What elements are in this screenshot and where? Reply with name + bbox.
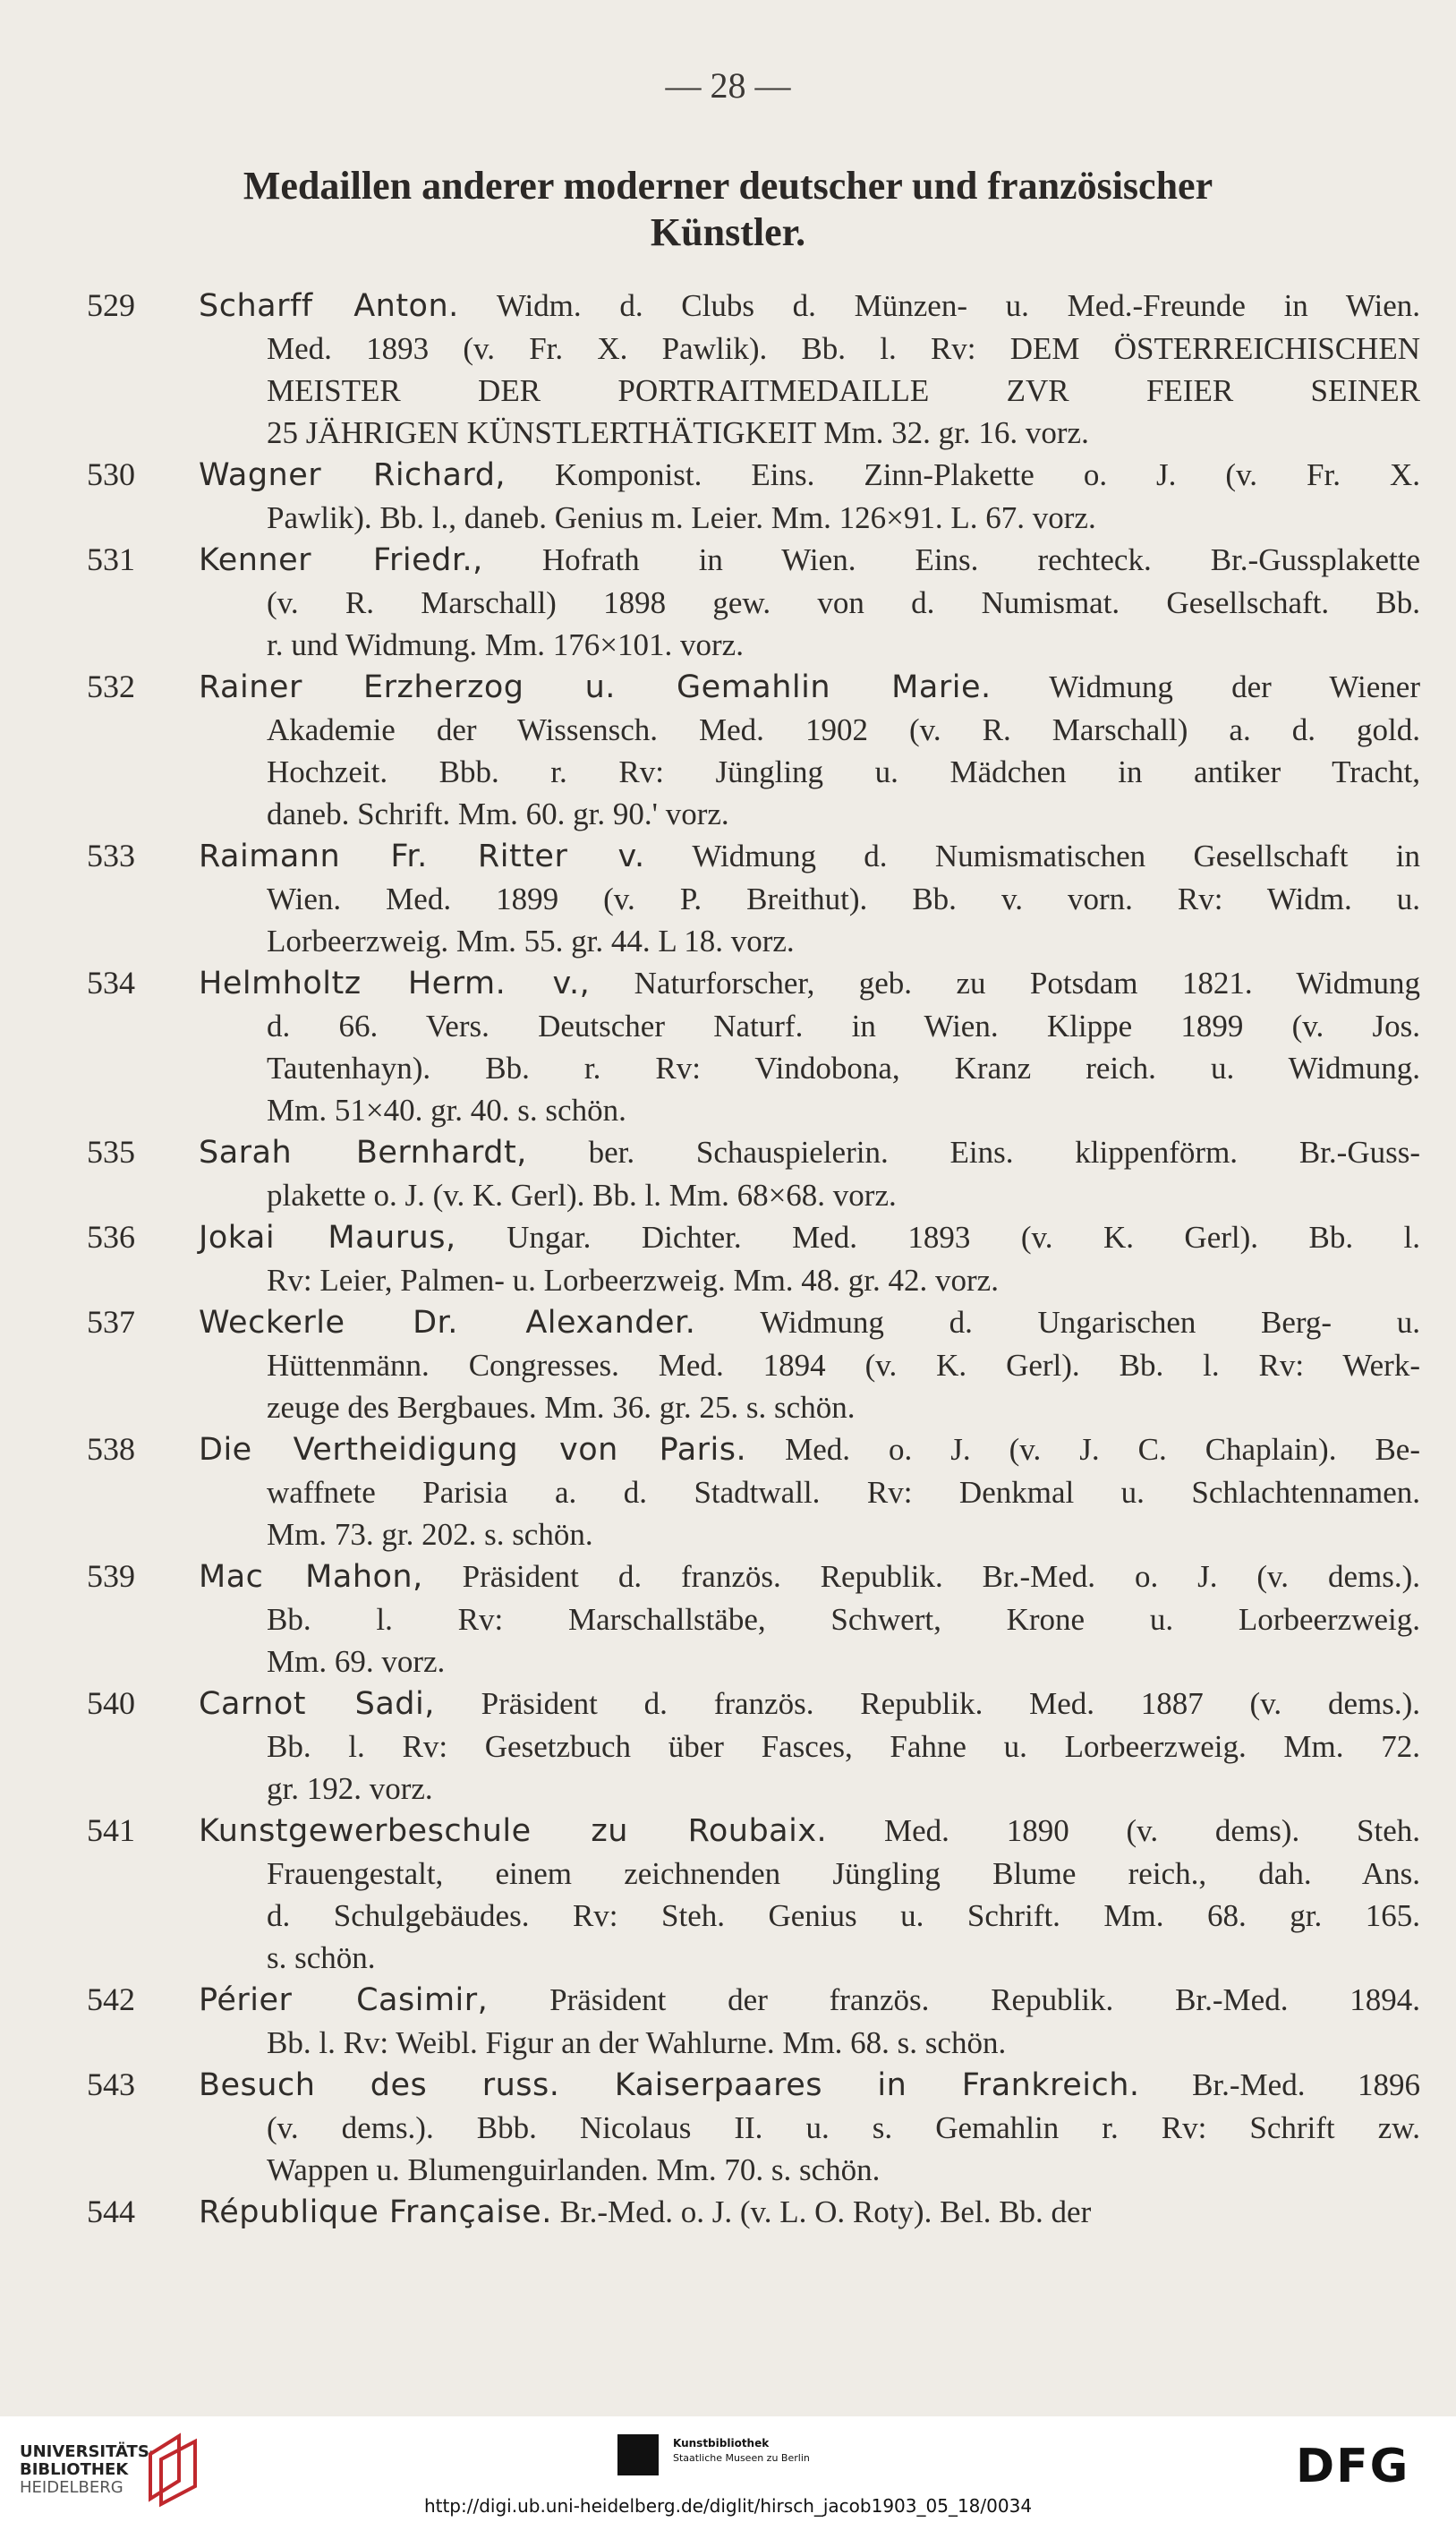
- entry-subject-name: Helmholtz Herm. v.,: [199, 966, 591, 1001]
- entry-description: Bb. l. Rv: Weibl. Figur an der Wahlurne. Mm. 68. s. schön.: [267, 2025, 1007, 2060]
- catalogue-entry: [87, 1683, 1420, 1810]
- entry-line: [199, 666, 1420, 709]
- entry-line: [267, 1471, 1420, 1513]
- entry-number: 529: [87, 287, 135, 323]
- entry-description: Rv: Leier, Palmen- u. Lorbeerzweig. Mm. 48. gr. 42. vorz.: [267, 1263, 999, 1298]
- entry-line: [267, 370, 1420, 412]
- entry-line: [267, 1768, 1420, 1810]
- entry-text: [199, 2064, 1420, 2191]
- entry-line: [267, 1640, 1420, 1683]
- ub-heidelberg-logo[interactable]: [20, 2443, 156, 2497]
- entry-description: Tautenhayn). Bb. r. Rv: Vindobona, Kranz reich. u. Widmung.: [267, 1051, 1420, 1086]
- entry-line: [199, 2064, 1420, 2107]
- ub-logo-line-1: UNIVERSITÄTS-: [20, 2442, 157, 2461]
- entry-subject-name: Weckerle Dr. Alexander.: [199, 1305, 696, 1341]
- entry-description: d. 66. Vers. Deutscher Naturf. in Wien. Klippe 1899 (v. Jos.: [267, 1009, 1420, 1044]
- entry-text: [199, 962, 1420, 1131]
- entry-line: [267, 878, 1420, 920]
- entry-description: Ungar. Dichter. Med. 1893 (v. K. Gerl). Bb. l.: [456, 1220, 1421, 1255]
- entry-line: [267, 920, 1420, 962]
- entry-text: [199, 1131, 1420, 1216]
- entry-number: 533: [87, 838, 135, 873]
- entry-number: 534: [87, 965, 135, 1001]
- catalogue-entry: [87, 454, 1421, 539]
- entry-line: [199, 454, 1420, 497]
- entry-line: [267, 1598, 1420, 1640]
- catalogue-entry: [87, 1216, 1421, 1301]
- catalogue-entry: [87, 2191, 1420, 2234]
- entry-text: [199, 1555, 1420, 1683]
- catalogue-entry: [87, 539, 1420, 666]
- entry-description: Pawlik). Bb. l., daneb. Genius m. Leier. Mm. 126×91. L. 67. vorz.: [267, 500, 1096, 535]
- entry-number: 543: [87, 2066, 135, 2102]
- entry-line: [267, 1005, 1420, 1047]
- entry-text: [199, 1979, 1420, 2064]
- entry-subject-name: Scharff Anton.: [199, 288, 459, 324]
- entry-line: [267, 709, 1420, 751]
- entry-subject-name: Sarah Bernhardt,: [199, 1135, 527, 1171]
- entry-subject-name: Die Vertheidigung von Paris.: [199, 1432, 747, 1468]
- entry-line: [199, 1131, 1420, 1174]
- entry-subject-name: Besuch des russ. Kaiserpaares in Frankreich.: [199, 2067, 1140, 2103]
- catalogue-entry: [87, 285, 1420, 454]
- entry-number: 532: [87, 669, 135, 704]
- catalogue-entry: [87, 962, 1420, 1131]
- kunstbibliothek-name: Kunstbibliothek: [673, 2437, 770, 2450]
- entry-description: Bb. l. Rv: Marschallstäbe, Schwert, Krone u. Lorbeerzweig.: [267, 1602, 1420, 1637]
- entry-text: [199, 1810, 1420, 1979]
- entry-description: Lorbeerzweig. Mm. 55. gr. 44. L 18. vorz.: [267, 924, 795, 959]
- entry-number: 531: [87, 541, 135, 577]
- ub-logo-line-2: BIBLIOTHEK: [20, 2460, 129, 2479]
- entry-description: gr. 192. vorz.: [267, 1771, 433, 1806]
- entry-line: [267, 412, 1420, 454]
- entry-line: [199, 285, 1420, 328]
- entry-text: [199, 1428, 1420, 1555]
- entry-text: [199, 454, 1420, 539]
- entry-number: 544: [87, 2194, 135, 2229]
- entry-line: [267, 1174, 1420, 1216]
- entry-line: [267, 793, 1420, 835]
- entry-line: [199, 1683, 1420, 1725]
- entry-number: 538: [87, 1431, 135, 1467]
- entry-subject-name: Rainer Erzherzog u. Gemahlin Marie.: [199, 669, 992, 705]
- entry-text: [199, 666, 1420, 835]
- entry-line: [199, 1810, 1420, 1853]
- entry-line: [199, 835, 1420, 878]
- entry-description: Med. o. J. (v. J. C. Chaplain). Be-: [746, 1432, 1420, 1467]
- entry-text: [199, 1683, 1420, 1810]
- entry-description: d. Schulgebäudes. Rv: Steh. Genius u. Schrift. Mm. 68. gr. 165.: [267, 1898, 1420, 1933]
- entry-number: 540: [87, 1685, 135, 1721]
- entry-description: daneb. Schrift. Mm. 60. gr. 90.' vorz.: [267, 797, 729, 831]
- entry-description: 25 JÄHRIGEN KÜNSTLERTHÄTIGKEIT Mm. 32. gr. 16. vorz.: [267, 415, 1089, 450]
- entry-description: Br.-Med. o. J. (v. L. O. Roty). Bel. Bb. der: [551, 2194, 1092, 2229]
- page-number: — 28 —: [665, 65, 791, 106]
- entry-subject-name: Wagner Richard,: [199, 457, 507, 493]
- entry-line: [199, 1555, 1420, 1598]
- catalogue-entry: [87, 2064, 1420, 2191]
- entry-number: 535: [87, 1134, 135, 1170]
- entry-description: waffnete Parisia a. d. Stadtwall. Rv: Denkmal u. Schlachtennamen.: [267, 1475, 1420, 1510]
- entry-line: [267, 582, 1420, 624]
- entry-text: [199, 835, 1420, 962]
- entry-description: plakette o. J. (v. K. Gerl). Bb. l. Mm. 68×68. vorz.: [267, 1178, 897, 1213]
- entry-line: [267, 328, 1420, 370]
- entry-description: Frauengestalt, einem zeichnenden Jüngling Blume reich., dah. Ans.: [267, 1856, 1420, 1891]
- entry-line: [267, 1047, 1420, 1089]
- entry-line: [267, 751, 1420, 793]
- page-title-line-1: Medaillen anderer moderner deutscher und französischer: [243, 164, 1213, 208]
- entry-description: Präsident d. französ. Republik. Med. 1887 (v. dems.).: [434, 1686, 1420, 1721]
- catalogue-entry: [87, 666, 1420, 835]
- entry-subject-name: Carnot Sadi,: [199, 1686, 435, 1722]
- entry-description: Widm. d. Clubs d. Münzen- u. Med.-Freunde in Wien.: [458, 288, 1420, 323]
- entry-text: [199, 1301, 1420, 1428]
- entry-subject-name: Kunstgewerbeschule zu Roubaix.: [199, 1813, 828, 1849]
- entry-number: 537: [87, 1304, 135, 1340]
- page-title: [89, 163, 1367, 256]
- entry-line: [267, 2022, 1420, 2064]
- entry-line: [267, 1089, 1420, 1131]
- page-title-line-2: Künstler.: [650, 210, 806, 254]
- kunstbibliothek-subtitle: Staatliche Museen zu Berlin: [673, 2452, 810, 2464]
- ub-logo-line-3: HEIDELBERG: [20, 2478, 123, 2497]
- entry-description: Mm. 73. gr. 202. s. schön.: [267, 1517, 593, 1552]
- entry-description: Med. 1890 (v. dems). Steh.: [827, 1813, 1420, 1848]
- entry-description: (v. R. Marschall) 1898 gew. von d. Numismat. Gesellschaft. Bb.: [267, 585, 1420, 620]
- catalogue-entry: [87, 1555, 1420, 1683]
- entry-description: ber. Schauspielerin. Eins. klippenförm. Br.-Guss-: [526, 1135, 1420, 1170]
- entry-number: 539: [87, 1558, 135, 1594]
- entry-description: (v. dems.). Bbb. Nicolaus II. u. s. Gemahlin r. Rv: Schrift zw.: [267, 2110, 1420, 2145]
- entry-line: [267, 1386, 1420, 1428]
- catalogue-entry: [87, 1131, 1420, 1216]
- catalogue-entry: [87, 1428, 1420, 1555]
- entry-line: [267, 1895, 1420, 1937]
- entry-subject-name: Jokai Maurus,: [199, 1220, 456, 1256]
- entry-subject-name: Kenner Friedr.,: [199, 542, 483, 578]
- entry-description: Med. 1893 (v. Fr. X. Pawlik). Bb. l. Rv: DEM ÖSTERREICHISCHEN: [267, 331, 1420, 366]
- entry-text: [199, 2191, 1420, 2234]
- entry-subject-name: Raimann Fr. Ritter v.: [199, 839, 645, 874]
- permalink-url[interactable]: http://digi.ub.uni-heidelberg.de/diglit/hirsch_jacob1903_05_18/0034: [423, 2495, 1033, 2517]
- catalogue-entry: [87, 1301, 1420, 1428]
- entry-line: [267, 1259, 1420, 1301]
- catalogue-entries: [0, 285, 1456, 2234]
- entry-description: Br.-Med. 1896: [1139, 2067, 1420, 2102]
- entry-description: Mm. 69. vorz.: [267, 1644, 446, 1679]
- entry-line: [199, 1979, 1420, 2022]
- entry-line: [267, 2149, 1420, 2191]
- entry-line: [199, 1216, 1420, 1259]
- entry-text: [199, 1216, 1420, 1301]
- entry-number: 542: [87, 1981, 135, 2017]
- footer-bar: [0, 2416, 1456, 2522]
- entry-line: [199, 962, 1420, 1005]
- entry-description: Komponist. Eins. Zinn-Plakette o. J. (v. Fr. X.: [506, 457, 1421, 492]
- entry-line: [267, 1853, 1420, 1895]
- entry-line: [199, 1301, 1420, 1344]
- entry-line: [199, 1428, 1420, 1471]
- entry-number: 536: [87, 1219, 135, 1255]
- entry-description: s. schön.: [267, 1940, 376, 1975]
- catalogue-entry: [87, 1979, 1421, 2064]
- catalogue-entry: [87, 1810, 1420, 1979]
- entry-description: MEISTER DER PORTRAITMEDAILLE ZVR FEIER SEINER: [267, 373, 1420, 408]
- kunstbibliothek-square-icon: [617, 2434, 659, 2475]
- entry-subject-name: République Française.: [199, 2194, 552, 2230]
- entry-description: zeuge des Bergbaues. Mm. 36. gr. 25. s. schön.: [267, 1390, 856, 1425]
- entry-line: [267, 2107, 1420, 2149]
- entry-line: [267, 497, 1420, 539]
- entry-subject-name: Périer Casimir,: [199, 1982, 489, 2018]
- entry-description: Präsident d. französ. Republik. Br.-Med. o. J. (v. dems.).: [422, 1559, 1420, 1594]
- entry-description: r. und Widmung. Mm. 176×101. vorz.: [267, 627, 744, 662]
- entry-subject-name: Mac Mahon,: [199, 1559, 423, 1595]
- entry-line: [199, 2191, 1420, 2234]
- entry-description: Hüttenmänn. Congresses. Med. 1894 (v. K. Gerl). Bb. l. Rv: Werk-: [267, 1348, 1420, 1383]
- entry-description: Wien. Med. 1899 (v. P. Breithut). Bb. v. vorn. Rv: Widm. u.: [267, 882, 1420, 916]
- entry-text: [199, 539, 1420, 666]
- entry-number: 530: [87, 456, 135, 492]
- entry-description: Hofrath in Wien. Eins. rechteck. Br.-Gussplakette: [482, 542, 1420, 577]
- dfg-logo[interactable]: DFG: [1296, 2440, 1410, 2493]
- entry-line: [199, 539, 1420, 582]
- entry-description: Widmung d. Ungarischen Berg- u.: [695, 1305, 1420, 1340]
- entry-line: [267, 1725, 1420, 1768]
- entry-line: [267, 1513, 1420, 1555]
- entry-description: Bb. l. Rv: Gesetzbuch über Fasces, Fahne u. Lorbeerzweig. Mm. 72.: [267, 1729, 1420, 1764]
- entry-number: 541: [87, 1812, 135, 1848]
- entry-line: [267, 1344, 1420, 1386]
- entry-line: [267, 1937, 1420, 1979]
- entry-line: [267, 624, 1420, 666]
- entry-description: Hochzeit. Bbb. r. Rv: Jüngling u. Mädchen in antiker Tracht,: [267, 754, 1420, 789]
- entry-description: Mm. 51×40. gr. 40. s. schön.: [267, 1093, 626, 1128]
- entry-description: Wappen u. Blumenguirlanden. Mm. 70. s. schön.: [267, 2152, 881, 2187]
- entry-description: Widmung der Wiener: [991, 669, 1420, 704]
- entry-description: Naturforscher, geb. zu Potsdam 1821. Widmung: [590, 966, 1420, 1001]
- entry-description: Akademie der Wissensch. Med. 1902 (v. R. Marschall) a. d. gold.: [267, 712, 1420, 747]
- entry-description: Präsident der französ. Republik. Br.-Med. 1894.: [488, 1982, 1421, 2017]
- entry-description: Widmung d. Numismatischen Gesellschaft in: [644, 839, 1420, 873]
- catalogue-entry: [87, 835, 1420, 962]
- entry-text: [199, 285, 1420, 454]
